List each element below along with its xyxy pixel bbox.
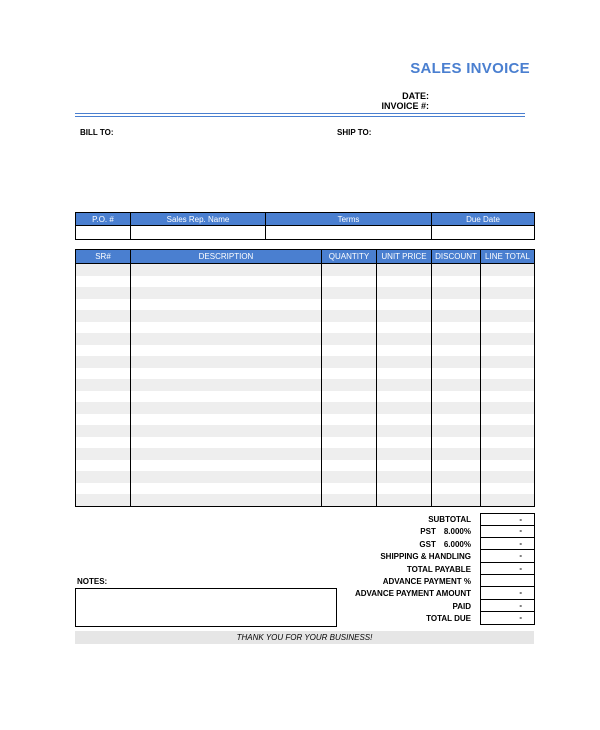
table-row bbox=[76, 264, 535, 276]
item-cell[interactable] bbox=[131, 322, 322, 334]
totals-value: - bbox=[519, 588, 522, 598]
item-cell[interactable] bbox=[432, 299, 481, 311]
item-cell[interactable] bbox=[481, 494, 535, 506]
column-header-sr: SR# bbox=[76, 250, 131, 264]
order-info-table bbox=[75, 212, 535, 240]
item-cell[interactable] bbox=[481, 333, 535, 345]
table-row bbox=[76, 483, 535, 495]
item-cell[interactable] bbox=[131, 471, 322, 483]
item-cell[interactable] bbox=[481, 322, 535, 334]
item-cell[interactable] bbox=[481, 437, 535, 449]
table-row bbox=[76, 287, 535, 299]
item-cell[interactable] bbox=[76, 368, 131, 380]
terms-cell[interactable] bbox=[266, 226, 432, 240]
item-cell[interactable] bbox=[131, 264, 322, 276]
item-cell[interactable] bbox=[432, 414, 481, 426]
item-cell[interactable] bbox=[377, 322, 432, 334]
item-cell[interactable] bbox=[131, 310, 322, 322]
totals-label bbox=[419, 540, 471, 549]
item-cell[interactable] bbox=[377, 471, 432, 483]
table-row bbox=[76, 471, 535, 483]
item-cell[interactable] bbox=[322, 483, 377, 495]
totals-label bbox=[383, 577, 471, 586]
totals-value: - bbox=[519, 526, 522, 536]
item-cell[interactable] bbox=[377, 483, 432, 495]
item-cell[interactable] bbox=[322, 437, 377, 449]
totals-value-box[interactable] bbox=[480, 525, 535, 537]
item-cell[interactable] bbox=[76, 448, 131, 460]
sales-rep-cell[interactable] bbox=[131, 226, 266, 240]
item-cell[interactable] bbox=[322, 356, 377, 368]
totals-label-text: TOTAL PAYABLE bbox=[406, 564, 471, 574]
totals-value-box[interactable] bbox=[480, 612, 535, 624]
item-cell[interactable] bbox=[76, 483, 131, 495]
totals-value-box[interactable] bbox=[480, 575, 535, 587]
item-cell[interactable] bbox=[131, 333, 322, 345]
invoice-title: SALES INVOICE bbox=[410, 60, 530, 77]
item-cell[interactable] bbox=[481, 368, 535, 380]
item-cell[interactable] bbox=[322, 425, 377, 437]
table-row bbox=[76, 356, 535, 368]
totals-value: - bbox=[519, 563, 522, 573]
table-row bbox=[76, 494, 535, 506]
totals-value: - bbox=[519, 515, 522, 524]
item-cell[interactable] bbox=[131, 460, 322, 472]
totals-value-box[interactable] bbox=[480, 513, 535, 526]
item-cell[interactable] bbox=[432, 345, 481, 357]
item-cell[interactable] bbox=[377, 437, 432, 449]
item-cell[interactable] bbox=[481, 460, 535, 472]
totals-label bbox=[452, 602, 471, 611]
item-cell[interactable] bbox=[322, 460, 377, 472]
column-header-line-total: LINE TOTAL bbox=[481, 250, 535, 264]
item-cell[interactable] bbox=[432, 391, 481, 403]
item-cell[interactable] bbox=[377, 345, 432, 357]
item-cell[interactable] bbox=[131, 345, 322, 357]
item-cell[interactable] bbox=[377, 356, 432, 368]
item-cell[interactable] bbox=[76, 322, 131, 334]
item-cell[interactable] bbox=[131, 437, 322, 449]
item-cell[interactable] bbox=[432, 287, 481, 299]
item-cell[interactable] bbox=[432, 276, 481, 288]
totals-label-text: SUBTOTAL bbox=[428, 515, 471, 524]
item-cell[interactable] bbox=[131, 379, 322, 391]
table-row bbox=[76, 379, 535, 391]
item-cell[interactable] bbox=[432, 448, 481, 460]
item-cell[interactable] bbox=[481, 391, 535, 403]
item-cell[interactable] bbox=[377, 276, 432, 288]
header-rule bbox=[75, 113, 525, 114]
item-cell[interactable] bbox=[377, 460, 432, 472]
item-cell[interactable] bbox=[322, 345, 377, 357]
item-cell[interactable] bbox=[432, 460, 481, 472]
item-cell[interactable] bbox=[131, 483, 322, 495]
item-cell[interactable] bbox=[76, 379, 131, 391]
item-cell[interactable] bbox=[131, 356, 322, 368]
table-row bbox=[76, 368, 535, 380]
item-cell[interactable] bbox=[432, 471, 481, 483]
item-cell[interactable] bbox=[76, 299, 131, 311]
item-cell[interactable] bbox=[131, 425, 322, 437]
item-cell[interactable] bbox=[377, 368, 432, 380]
column-header-po: P.O. # bbox=[76, 213, 131, 226]
totals-label bbox=[420, 527, 471, 536]
item-cell[interactable] bbox=[76, 264, 131, 276]
table-row bbox=[76, 322, 535, 334]
table-row bbox=[76, 226, 535, 240]
item-cell[interactable] bbox=[76, 391, 131, 403]
date-label: DATE: bbox=[402, 91, 429, 101]
column-header-due-date: Due Date bbox=[432, 213, 535, 226]
table-header-row bbox=[76, 213, 535, 226]
table-row bbox=[76, 460, 535, 472]
line-items-table bbox=[75, 249, 535, 507]
totals-row bbox=[300, 575, 534, 587]
item-cell[interactable] bbox=[377, 425, 432, 437]
item-cell[interactable] bbox=[76, 494, 131, 506]
table-row bbox=[76, 448, 535, 460]
item-cell[interactable] bbox=[322, 402, 377, 414]
totals-value-box[interactable] bbox=[480, 538, 535, 550]
item-cell[interactable] bbox=[377, 379, 432, 391]
totals-row bbox=[300, 550, 534, 562]
item-cell[interactable] bbox=[76, 276, 131, 288]
item-cell[interactable] bbox=[377, 494, 432, 506]
item-cell[interactable] bbox=[432, 483, 481, 495]
item-cell[interactable] bbox=[432, 437, 481, 449]
item-cell[interactable] bbox=[131, 391, 322, 403]
totals-label bbox=[407, 565, 471, 574]
column-header-discount: DISCOUNT bbox=[432, 250, 481, 264]
item-cell[interactable] bbox=[76, 460, 131, 472]
column-header-sales-rep: Sales Rep. Name bbox=[131, 213, 266, 226]
item-cell[interactable] bbox=[377, 310, 432, 322]
table-row bbox=[76, 345, 535, 357]
totals-label-text: PST bbox=[420, 527, 436, 537]
table-row bbox=[76, 414, 535, 426]
item-cell[interactable] bbox=[377, 299, 432, 311]
item-cell[interactable] bbox=[131, 414, 322, 426]
item-cell[interactable] bbox=[131, 494, 322, 506]
item-cell[interactable] bbox=[76, 287, 131, 299]
due-date-cell[interactable] bbox=[432, 226, 535, 240]
item-cell[interactable] bbox=[432, 333, 481, 345]
totals-row bbox=[300, 525, 534, 537]
item-cell[interactable] bbox=[377, 448, 432, 460]
totals-value-box[interactable] bbox=[480, 563, 535, 575]
thank-you-banner: THANK YOU FOR YOUR BUSINESS! bbox=[75, 631, 534, 644]
totals-label-text: ADVANCE PAYMENT % bbox=[382, 576, 471, 586]
item-cell[interactable] bbox=[131, 287, 322, 299]
ship-to-label: SHIP TO: bbox=[337, 128, 372, 137]
item-cell[interactable] bbox=[377, 333, 432, 345]
totals-label-text: TOTAL DUE bbox=[426, 614, 471, 624]
notes-label: NOTES: bbox=[77, 577, 108, 586]
totals-label bbox=[428, 515, 471, 524]
item-cell[interactable] bbox=[481, 402, 535, 414]
table-row bbox=[76, 437, 535, 449]
item-cell[interactable] bbox=[481, 287, 535, 299]
totals-value-box[interactable] bbox=[480, 600, 535, 612]
item-cell[interactable] bbox=[131, 368, 322, 380]
item-cell[interactable] bbox=[322, 322, 377, 334]
table-row bbox=[76, 276, 535, 288]
item-cell[interactable] bbox=[481, 483, 535, 495]
item-cell[interactable] bbox=[481, 276, 535, 288]
item-cell[interactable] bbox=[377, 402, 432, 414]
item-cell[interactable] bbox=[76, 425, 131, 437]
item-cell[interactable] bbox=[377, 414, 432, 426]
totals-value bbox=[522, 576, 534, 585]
table-header-row bbox=[76, 250, 535, 264]
item-cell[interactable] bbox=[481, 299, 535, 311]
item-cell[interactable] bbox=[481, 310, 535, 322]
header-rule bbox=[75, 116, 525, 117]
totals-label-text: GST bbox=[419, 539, 436, 549]
invoice-number-label: INVOICE #: bbox=[381, 101, 429, 111]
item-cell[interactable] bbox=[322, 264, 377, 276]
item-cell[interactable] bbox=[377, 391, 432, 403]
totals-label bbox=[380, 552, 471, 561]
item-cell[interactable] bbox=[76, 333, 131, 345]
item-cell[interactable] bbox=[377, 287, 432, 299]
item-cell[interactable] bbox=[322, 276, 377, 288]
item-cell[interactable] bbox=[322, 299, 377, 311]
item-cell[interactable] bbox=[322, 391, 377, 403]
notes-box[interactable] bbox=[75, 588, 337, 627]
po-cell[interactable] bbox=[76, 226, 131, 240]
item-cell[interactable] bbox=[432, 402, 481, 414]
table-row bbox=[76, 310, 535, 322]
item-cell[interactable] bbox=[322, 379, 377, 391]
item-cell[interactable] bbox=[322, 448, 377, 460]
totals-value: - bbox=[519, 613, 522, 623]
totals-row bbox=[300, 538, 534, 550]
item-cell[interactable] bbox=[432, 356, 481, 368]
item-cell[interactable] bbox=[131, 299, 322, 311]
totals-value: - bbox=[519, 600, 522, 610]
item-cell[interactable] bbox=[432, 368, 481, 380]
table-row bbox=[76, 299, 535, 311]
item-cell[interactable] bbox=[481, 448, 535, 460]
totals-value: - bbox=[519, 551, 522, 561]
item-cell[interactable] bbox=[76, 310, 131, 322]
tax-rate: 6.000% bbox=[443, 539, 471, 549]
item-cell[interactable] bbox=[322, 414, 377, 426]
item-cell[interactable] bbox=[432, 379, 481, 391]
totals-label-text: PAID bbox=[452, 601, 471, 611]
item-cell[interactable] bbox=[131, 402, 322, 414]
totals-label bbox=[426, 614, 471, 623]
totals-label-text: SHIPPING & HANDLING bbox=[380, 552, 471, 562]
item-cell[interactable] bbox=[432, 264, 481, 276]
table-row bbox=[76, 333, 535, 345]
item-cell[interactable] bbox=[322, 368, 377, 380]
column-header-terms: Terms bbox=[266, 213, 432, 226]
item-cell[interactable] bbox=[76, 437, 131, 449]
bill-to-label: BILL TO: bbox=[80, 128, 114, 137]
item-cell[interactable] bbox=[131, 276, 322, 288]
item-cell[interactable] bbox=[481, 414, 535, 426]
totals-value: - bbox=[519, 538, 522, 548]
item-cell[interactable] bbox=[76, 471, 131, 483]
item-cell[interactable] bbox=[322, 333, 377, 345]
item-cell[interactable] bbox=[481, 379, 535, 391]
totals-value-box[interactable] bbox=[480, 587, 535, 599]
item-cell[interactable] bbox=[322, 287, 377, 299]
item-cell[interactable] bbox=[481, 264, 535, 276]
totals-value-box[interactable] bbox=[480, 550, 535, 562]
item-cell[interactable] bbox=[481, 356, 535, 368]
item-cell[interactable] bbox=[377, 264, 432, 276]
item-cell[interactable] bbox=[432, 310, 481, 322]
totals-label bbox=[355, 589, 471, 598]
item-cell[interactable] bbox=[432, 425, 481, 437]
column-header-unit-price: UNIT PRICE bbox=[377, 250, 432, 264]
table-row bbox=[76, 391, 535, 403]
item-cell[interactable] bbox=[322, 494, 377, 506]
item-cell[interactable] bbox=[481, 425, 535, 437]
item-cell[interactable] bbox=[76, 356, 131, 368]
item-cell[interactable] bbox=[481, 345, 535, 357]
item-cell[interactable] bbox=[131, 448, 322, 460]
item-cell[interactable] bbox=[432, 494, 481, 506]
column-header-quantity: QUANTITY bbox=[322, 250, 377, 264]
item-cell[interactable] bbox=[322, 310, 377, 322]
item-cell[interactable] bbox=[76, 414, 131, 426]
item-cell[interactable] bbox=[76, 345, 131, 357]
item-cell[interactable] bbox=[432, 322, 481, 334]
item-cell[interactable] bbox=[76, 402, 131, 414]
column-header-description: DESCRIPTION bbox=[131, 250, 322, 264]
totals-label-text: ADVANCE PAYMENT AMOUNT bbox=[354, 589, 471, 599]
item-cell[interactable] bbox=[322, 471, 377, 483]
totals-row bbox=[300, 513, 534, 525]
totals-row bbox=[300, 563, 534, 575]
table-row bbox=[76, 402, 535, 414]
item-cell[interactable] bbox=[481, 471, 535, 483]
table-row bbox=[76, 425, 535, 437]
tax-rate: 8.000% bbox=[443, 527, 471, 537]
